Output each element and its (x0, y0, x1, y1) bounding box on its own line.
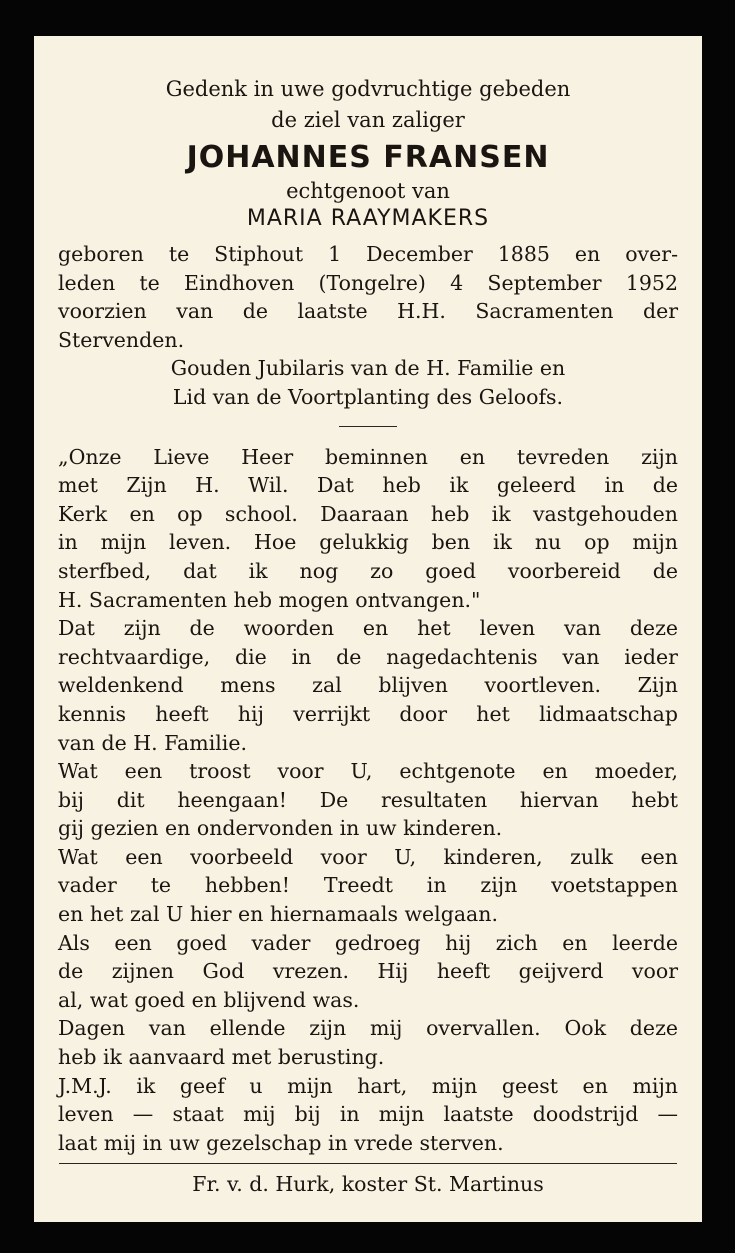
deceased-name: JOHANNES FRANSEN (186, 140, 550, 175)
text-line: en het zal U hier en hiernamaals welgaan. (58, 902, 498, 927)
biography-line: leden te Eindhoven (Tongelre) 4 September 1952 (58, 270, 678, 295)
text-line: weldenkend mens zal blijven voortleven. Zijn (58, 673, 678, 698)
text-line: Als een goed vader gedroeg hij zich en leerde (58, 930, 678, 955)
text-line: H. Sacramenten heb mogen ontvangen." (58, 587, 481, 612)
membership-line-2: Lid van de Voortplanting des Geloofs. (172, 384, 564, 409)
text-line: leven — staat mij bij in mijn laatste doodstrijd — (58, 1102, 678, 1127)
text-line: laat mij in uw gezelschap in vrede sterven. (58, 1130, 504, 1155)
footer-divider (59, 1163, 677, 1164)
text-line: sterfbed, dat ik nog zo goed voorbereid de (58, 558, 678, 583)
text-line: heb ik aanvaard met berusting. (58, 1045, 385, 1070)
short-divider (339, 426, 397, 427)
text-line: Wat een voorbeeld voor U, kinderen, zulk een (58, 844, 678, 869)
text-line: Dagen van ellende zijn mij overvallen. Ook deze (58, 1016, 678, 1041)
text-line: van de H. Familie. (58, 730, 248, 755)
biography-line: geboren te Stiphout 1 December 1885 en over- (58, 242, 678, 266)
text-line: vader te hebben! Treedt in zijn voetstappen (58, 873, 678, 898)
text-line: Kerk en op school. Daaraan heb ik vastgehouden (58, 501, 678, 526)
text-line: de zijnen God vrezen. Hij heeft geijverd voor (58, 959, 678, 984)
text-line: gij gezien en ondervonden in uw kinderen. (58, 816, 503, 841)
text-line: bij dit heengaan! De resultaten hiervan hebt (58, 787, 678, 812)
text-line: al, wat goed en blijvend was. (58, 987, 360, 1012)
spouse-label: echtgenoot van (286, 179, 450, 203)
spouse-name: MARIA RAAYMAKERS (246, 206, 490, 231)
biography (58, 240, 678, 354)
text-line: rechtvaardige, die in de nagedachtenis van ieder (58, 644, 678, 669)
intro-line-1: Gedenk in uwe godvruchtige gebeden (165, 77, 571, 101)
memorial-text (58, 443, 678, 1158)
membership-line-1: Gouden Jubilaris van de H. Familie en (170, 356, 566, 381)
text-line: J.M.J. ik geef u mijn hart, mijn geest en mijn (58, 1073, 678, 1098)
text-line: Wat een troost voor U, echtgenote en moeder, (58, 759, 678, 784)
text-line: „Onze Lieve Heer beminnen en tevreden zijn (58, 444, 678, 469)
printer-credit: Fr. v. d. Hurk, koster St. Martinus (192, 1172, 544, 1197)
text-line: Dat zijn de woorden en het leven van deze (58, 616, 678, 641)
text-line: kennis heeft hij verrijkt door het lidmaatschap (58, 701, 678, 726)
biography-line: voorzien van de laatste H.H. Sacramenten der (58, 299, 678, 324)
text-line: in mijn leven. Hoe gelukkig ben ik nu op mijn (58, 530, 678, 555)
prayer-card (34, 36, 702, 1222)
biography-line: Stervenden. (58, 327, 185, 352)
text-line: met Zijn H. Wil. Dat heb ik geleerd in de (58, 473, 678, 498)
intro-line-2: de ziel van zaliger (271, 108, 465, 132)
